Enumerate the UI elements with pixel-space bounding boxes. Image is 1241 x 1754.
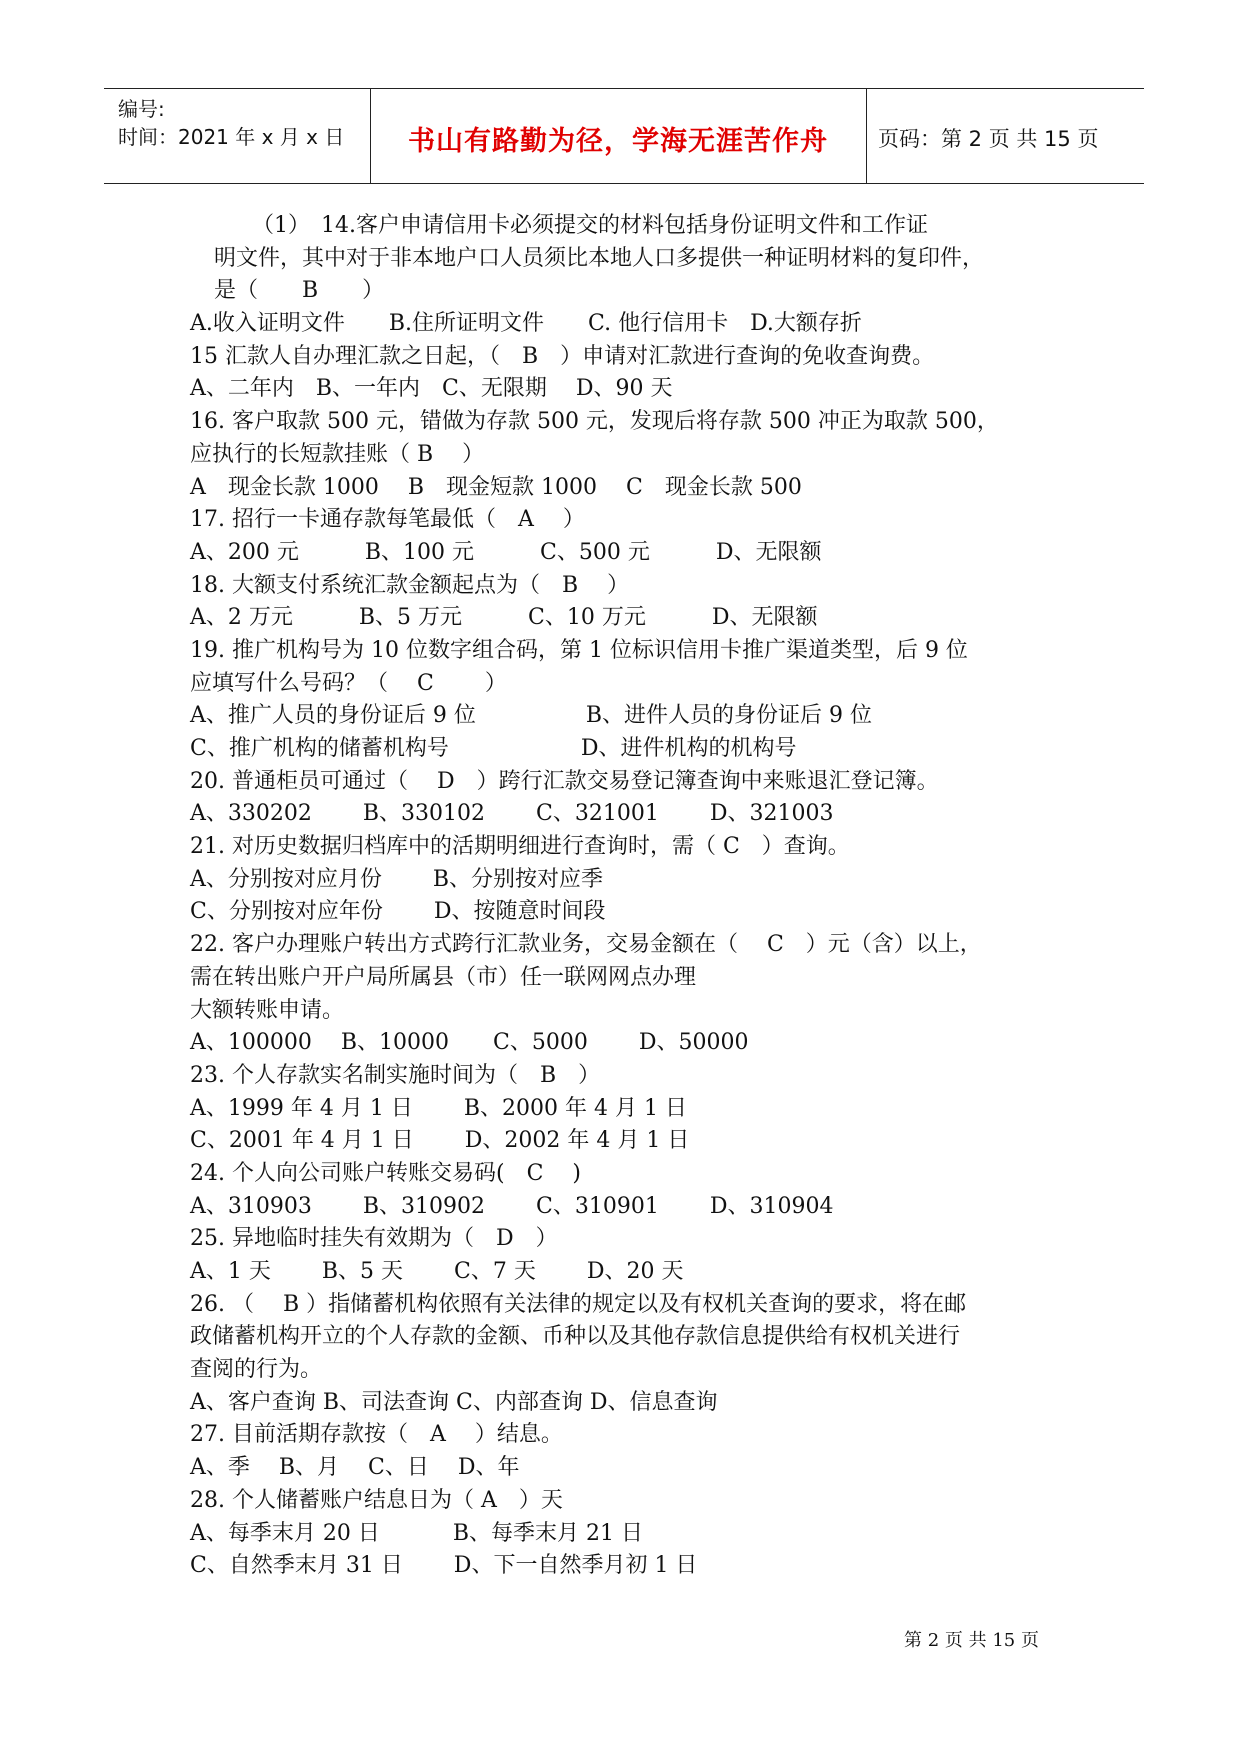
- text-line: 28. 个人储蓄账户结息日为（ A ）天: [190, 1487, 563, 1513]
- text-line: C、推广机构的储蓄机构号 D、进件机构的机构号: [190, 736, 797, 761]
- text-line: A 现金长款 1000 B 现金短款 1000 C 现金长款 500: [190, 474, 802, 500]
- text-line: 20. 普通柜员可通过（ D ）跨行汇款交易登记簿查询中来账退汇登记簿。: [190, 768, 939, 794]
- text-line: 19. 推广机构号为 10 位数字组合码，第 1 位标识信用卡推广渠道类型，后 9 位: [190, 637, 968, 663]
- text-line: 15 汇款人自办理汇款之日起，（ B ）申请对汇款进行查询的免收查询费。: [190, 343, 935, 369]
- page-header: [104, 88, 1144, 184]
- page-footer: 第 2 页 共 15 页: [904, 1630, 1039, 1651]
- text-line: 25. 异地临时挂失有效期为（ D ）: [190, 1226, 558, 1252]
- text-line: 21. 对历史数据归档库中的活期明细进行查询时，需（ C ）查询。: [190, 834, 850, 860]
- text-line: A、分别按对应月份 B、分别按对应季: [190, 866, 604, 892]
- text-line: A、310903 B、310902 C、310901 D、310904: [190, 1193, 834, 1219]
- text-line: A、季 B、月 C、日 D、年: [190, 1455, 520, 1481]
- text-line: 24. 个人向公司账户转账交易码( C ): [190, 1160, 581, 1186]
- question-content: [190, 210, 1090, 1583]
- text-line: 需在转出账户开户局所属县（市）任一联网网点办理: [190, 964, 697, 990]
- text-line: A、1 天 B、5 天 C、7 天 D、20 天: [190, 1259, 684, 1284]
- text-line: （1） 14.客户申请信用卡必须提交的材料包括身份证明文件和工作证: [252, 213, 928, 238]
- text-line: 16. 客户取款 500 元，错做为存款 500 元，发现后将存款 500 冲正为取款 500，: [190, 409, 999, 435]
- text-line: A、2 万元 B、5 万元 C、10 万元 D、无限额: [190, 605, 818, 631]
- header-motto: 书山有路勤为径，学海无涯苦作舟: [408, 126, 828, 157]
- text-line: 应填写什么号码？（ C ）: [190, 670, 507, 696]
- document-time-label: 时间：2021 年 x 月 x 日: [118, 125, 345, 149]
- text-line: A、330202 B、330102 C、321001 D、321003: [190, 801, 834, 827]
- text-line: 17. 招行一卡通存款每笔最低（ A ）: [190, 507, 585, 533]
- text-line: 27. 目前活期存款按（ A ）结息。: [190, 1422, 563, 1448]
- text-line: A、二年内 B、一年内 C、无限期 D、90 天: [190, 376, 673, 402]
- text-line: 26. （ B ）指储蓄机构依照有关法律的规定以及有权机关查询的要求，将在邮: [190, 1291, 967, 1317]
- text-line: 23. 个人存款实名制实施时间为（ B ）: [190, 1062, 601, 1088]
- text-line: 22. 客户办理账户转出方式跨行汇款业务，交易金额在（ C ）元（含）以上，: [190, 932, 982, 958]
- text-line: A、客户查询 B、司法查询 C、内部查询 D、信息查询: [190, 1389, 718, 1415]
- text-line: C、分别按对应年份 D、按随意时间段: [190, 899, 606, 925]
- text-line: 查阅的行为。: [190, 1357, 323, 1383]
- text-line: A、每季末月 20 日 B、每季末月 21 日: [190, 1520, 644, 1546]
- header-meta-cell: [104, 89, 371, 183]
- document-number-label: 编号:: [118, 97, 165, 121]
- text-line: 是（ B ）: [214, 278, 385, 304]
- text-line: C、2001 年 4 月 1 日 D、2002 年 4 月 1 日: [190, 1128, 690, 1154]
- text-line: 明文件，其中对于非本地户口人员须比本地人口多提供一种证明材料的复印件，: [214, 245, 985, 271]
- header-motto-cell: [370, 89, 867, 183]
- text-line: A、100000 B、10000 C、5000 D、50000: [190, 1030, 749, 1056]
- text-line: 政储蓄机构开立的个人存款的金额、币种以及其他存款信息提供给有权机关进行: [190, 1324, 961, 1350]
- text-line: 大额转账申请。: [190, 997, 345, 1023]
- text-line: 18. 大额支付系统汇款金额起点为（ B ）: [190, 572, 630, 598]
- text-line: A、1999 年 4 月 1 日 B、2000 年 4 月 1 日: [190, 1095, 687, 1121]
- text-line: A、推广人员的身份证后 9 位 B、进件人员的身份证后 9 位: [190, 703, 873, 729]
- header-page-cell: [866, 89, 1144, 183]
- header-page-info: 页码：第 2 页 共 15 页: [878, 127, 1099, 151]
- text-line: A.收入证明文件 B.住所证明文件 C. 他行信用卡 D.大额存折: [190, 311, 862, 337]
- text-line: 应执行的长短款挂账（ B ）: [190, 441, 485, 467]
- text-line: C、自然季末月 31 日 D、下一自然季月初 1 日: [190, 1553, 698, 1579]
- text-line: A、200 元 B、100 元 C、500 元 D、无限额: [190, 539, 822, 565]
